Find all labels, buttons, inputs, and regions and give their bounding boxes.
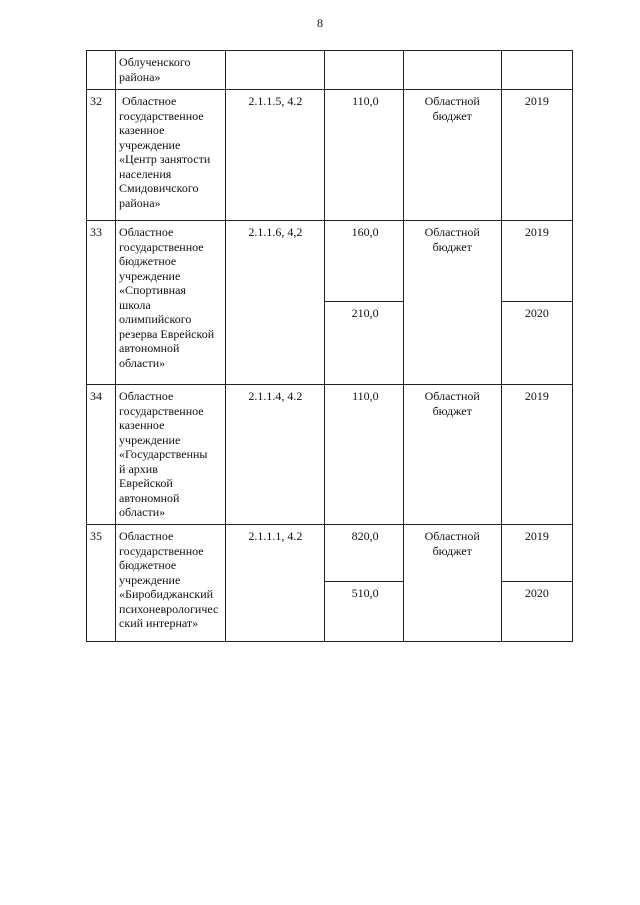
- source-line: бюджет: [432, 543, 472, 558]
- table-row: [87, 385, 573, 525]
- name-line: области»: [119, 505, 166, 519]
- funding-amount: 110,0: [325, 90, 403, 221]
- name-line: резерва Еврейской: [119, 326, 215, 341]
- funding-year: 2019: [501, 385, 572, 525]
- funding-source: [403, 51, 501, 90]
- source-line: бюджет: [432, 239, 472, 254]
- funding-table: [86, 50, 573, 642]
- name-line: района»: [119, 195, 161, 210]
- name-line: бюджетное: [119, 254, 177, 268]
- name-line: Областное: [119, 529, 174, 543]
- funding-amount: 820,0: [325, 525, 403, 582]
- table-row: [87, 90, 573, 221]
- source-line: бюджет: [432, 403, 472, 418]
- source-line: Областной: [424, 389, 480, 403]
- name-line: государственное: [119, 403, 204, 418]
- measure-code: 2.1.1.1, 4.2: [226, 525, 325, 642]
- funding-amount: [325, 51, 403, 90]
- row-number: [87, 51, 116, 90]
- page-number: 8: [317, 16, 323, 30]
- table-row: [87, 221, 573, 302]
- name-line: района»: [119, 69, 161, 84]
- source-line: Областной: [424, 94, 480, 108]
- name-line: ский интернат»: [119, 616, 199, 630]
- funding-amount: 510,0: [325, 582, 403, 642]
- name-line: автономной: [119, 341, 180, 355]
- table-row: [87, 51, 573, 90]
- name-line: казенное: [119, 123, 165, 137]
- source-line: Областной: [424, 225, 480, 239]
- funding-year: 2019: [501, 525, 572, 582]
- name-line: Облученского: [119, 55, 191, 69]
- name-line: казенное: [119, 418, 165, 432]
- name-line: школа: [119, 297, 151, 312]
- name-line: учреждение: [119, 432, 181, 447]
- name-line: Еврейской: [119, 476, 173, 490]
- name-line: психоневрологичес: [119, 601, 219, 616]
- funding-year: [501, 51, 572, 90]
- funding-year: 2019: [501, 90, 572, 221]
- row-number: 34: [87, 385, 116, 525]
- name-line: учреждение: [119, 268, 181, 283]
- measure-code: [226, 51, 325, 90]
- name-line: «Государственны: [119, 447, 208, 461]
- measure-code: 2.1.1.6, 4,2: [226, 221, 325, 385]
- organization-name: [116, 90, 226, 221]
- funding-source: [403, 525, 501, 642]
- name-line: государственное: [119, 239, 204, 254]
- funding-amount: 160,0: [325, 221, 403, 302]
- name-line: учреждение: [119, 137, 181, 152]
- funding-source: [403, 221, 501, 385]
- funding-amount: 210,0: [325, 302, 403, 385]
- name-line: «Центр занятости: [119, 152, 211, 166]
- table-row: [87, 525, 573, 582]
- source-line: бюджет: [432, 108, 472, 123]
- funding-source: [403, 385, 501, 525]
- funding-year: 2020: [501, 582, 572, 642]
- name-line: бюджетное: [119, 558, 177, 572]
- name-line: Смидовичского: [119, 181, 199, 195]
- name-line: населения: [119, 166, 172, 181]
- source-line: Областной: [424, 529, 480, 543]
- row-number: 35: [87, 525, 116, 642]
- name-line: Областное: [119, 225, 174, 239]
- name-line: й архив: [119, 461, 158, 476]
- name-line: учреждение: [119, 572, 181, 587]
- name-line: государственное: [119, 108, 204, 123]
- organization-name: [116, 51, 226, 90]
- name-line: автономной: [119, 490, 180, 505]
- name-line: области»: [119, 355, 166, 370]
- measure-code: 2.1.1.5, 4.2: [226, 90, 325, 221]
- organization-name: [116, 385, 226, 525]
- name-line: «Спортивная: [119, 283, 186, 297]
- funding-source: [403, 90, 501, 221]
- organization-name: [116, 525, 226, 642]
- funding-amount: 110,0: [325, 385, 403, 525]
- name-line: Областное: [119, 94, 177, 108]
- row-number: 32: [87, 90, 116, 221]
- funding-year: 2019: [501, 221, 572, 302]
- row-number: 33: [87, 221, 116, 385]
- funding-year: 2020: [501, 302, 572, 385]
- name-line: олимпийского: [119, 312, 192, 326]
- name-line: государственное: [119, 543, 204, 558]
- name-line: Областное: [119, 389, 174, 403]
- name-line: «Биробиджанский: [119, 587, 214, 601]
- measure-code: 2.1.1.4, 4.2: [226, 385, 325, 525]
- organization-name: [116, 221, 226, 385]
